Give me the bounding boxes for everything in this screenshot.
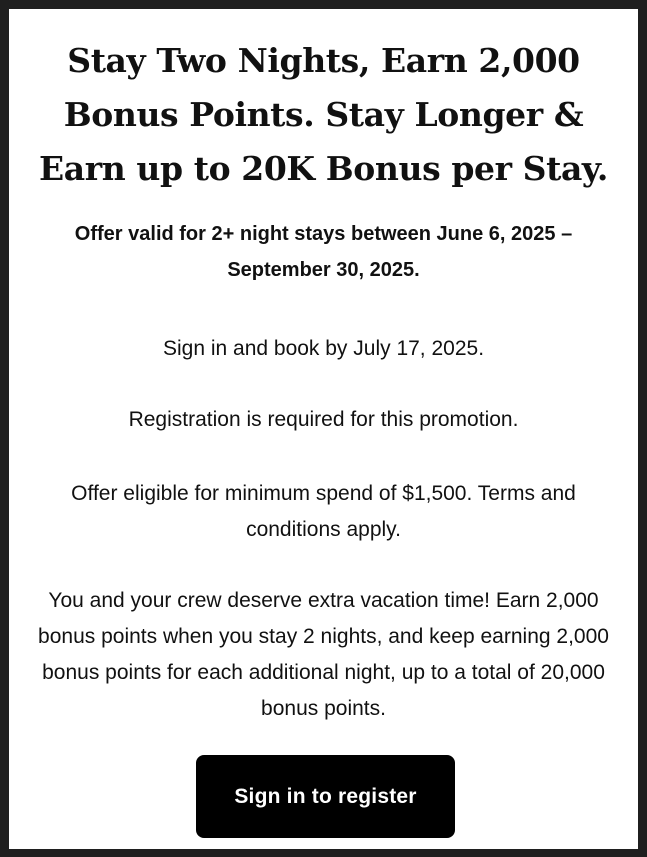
sign-in-to-register-button[interactable]: Sign in to register: [196, 755, 455, 838]
promo-card: [9, 9, 638, 849]
book-by-text: Sign in and book by July 17, 2025.: [162, 337, 485, 360]
eligibility-text: Offer eligible for minimum spend of $1,500. Terms and conditions apply.: [71, 482, 576, 541]
promo-description: You and your crew deserve extra vacation time! Earn 2,000 bonus points when you stay 2 nights, and keep earning 2,000 bonus points for each additional night, up to a total of 20,000 bonus points.: [38, 589, 609, 720]
registration-text: Registration is required for this promotion.: [128, 408, 519, 431]
promo-title: Stay Two Nights, Earn 2,000 Bonus Points. Stay Longer & Earn up to 20K Bonus per Stay.: [38, 41, 609, 188]
offer-validity-text: Offer valid for 2+ night stays between June 6, 2025 – September 30, 2025.: [74, 223, 573, 281]
